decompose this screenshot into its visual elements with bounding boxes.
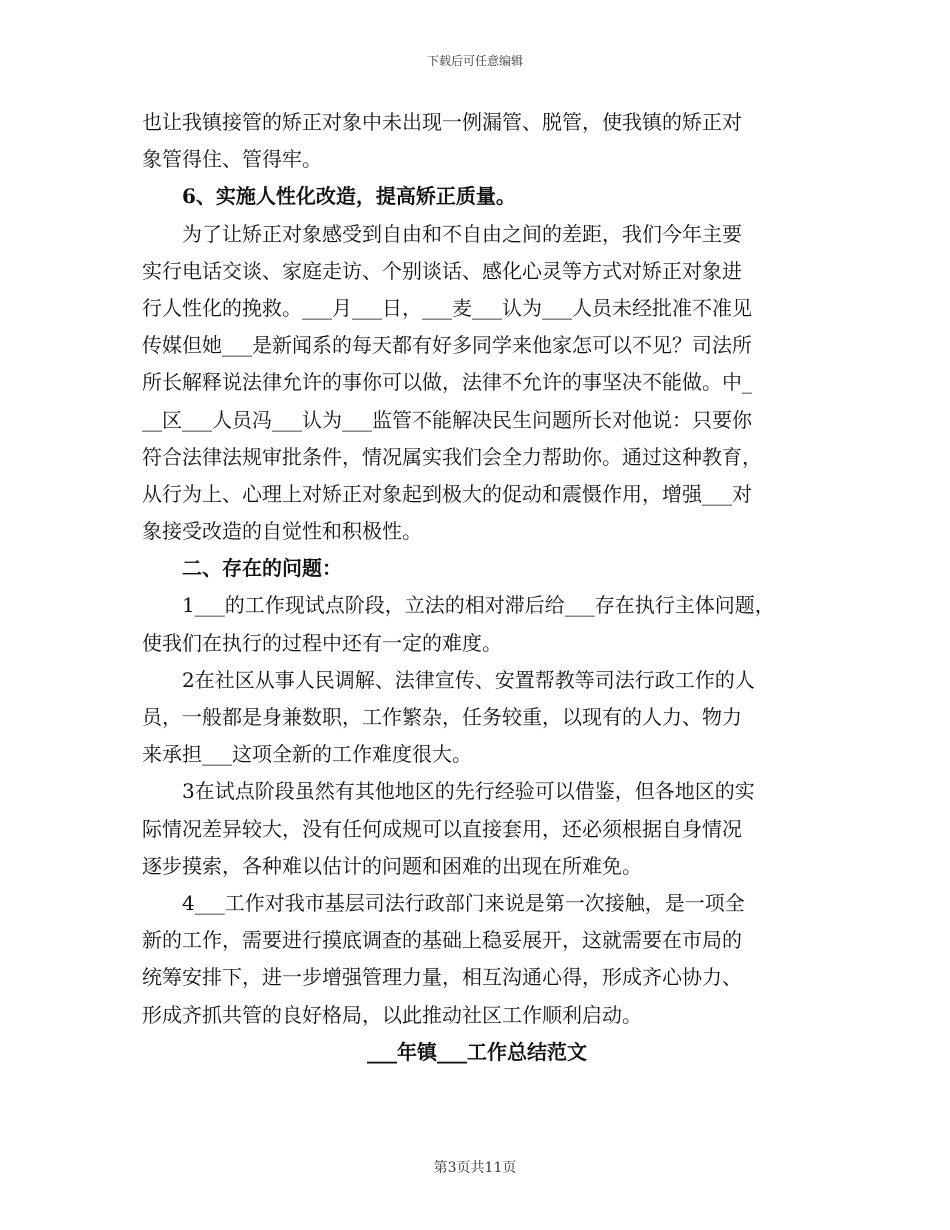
body-line: 3在试点阶段虽然有其他地区的先行经验可以借鉴，但各地区的实 [182,779,755,804]
body-line: 所长解释说法律允许的事你可以做，法律不允许的事坚决不能做。中_ [142,370,752,395]
body-line: 实行电话交谈、家庭走访、个别谈话、感化心灵等方式对矫正对象进 [142,258,742,283]
body-line: 从行为上、心理上对矫正对象起到极大的促动和震慑作用，增强___对 [142,481,752,506]
section-heading: 6、实施人性化改造，提高矫正质量。 [182,184,516,209]
body-line: 逐步摸索，各种难以估计的问题和困难的出现在所难免。 [142,853,642,878]
body-line: 象管得住、管得牢。 [142,147,322,172]
body-line: 2在社区从事人民调解、法律宣传、安置帮教等司法行政工作的人 [182,667,755,692]
page-footer: 第3页共11页 [433,1160,517,1176]
body-line: 员，一般都是身兼数职，工作繁杂，任务较重，以现有的人力、物力 [142,705,742,729]
section-heading: 二、存在的问题： [182,556,342,581]
body-line: 行人性化的挽救。___月___日，___麦___认为___人员未经批准不准见 [142,295,752,320]
page-header: 下载后可任意编辑 [426,54,523,68]
body-line: 形成齐抓共管的良好格局，以此推动社区工作顺利启动。 [142,1002,642,1027]
body-line: 为了让矫正对象感受到自由和不自由之间的差距，我们今年主要 [182,221,742,246]
body-line: 使我们在执行的过程中还有一定的难度。 [142,630,502,655]
body-line: 来承担___这项全新的工作难度很大。 [142,742,472,767]
body-line: 1___的工作现试点阶段，立法的相对滞后给___存在执行主体问题， [182,593,775,618]
document-title: ___年镇___工作总结范文 [367,1039,587,1064]
body-line: 新的工作，需要进行摸底调查的基础上稳妥展开，这就需要在市局的 [142,928,742,953]
body-line: 4___工作对我市基层司法行政部门来说是第一次接触，是一项全 [182,890,745,915]
document-body [142,104,812,1071]
body-line: 也让我镇接管的矫正对象中未出现一例漏管、脱管，使我镇的矫正对 [142,110,742,134]
body-line: 符合法律法规审批条件，情况属实我们会全力帮助你。通过这种教育， [142,444,762,469]
body-line: 统筹安排下，进一步增强管理力量，相互沟通心得，形成齐心协力、 [142,965,742,990]
body-line: 传媒但她___是新闻系的每天都有好多同学来他家怎可以不见？司法所 [142,333,752,358]
body-line: __区___人员冯___认为___监管不能解决民生问题所长对他说：只要你 [142,407,752,432]
body-line: 象接受改造的自觉性和积极性。 [142,519,422,544]
body-line: 际情况差异较大，没有任何成规可以直接套用，还必须根据自身情况 [142,816,742,841]
